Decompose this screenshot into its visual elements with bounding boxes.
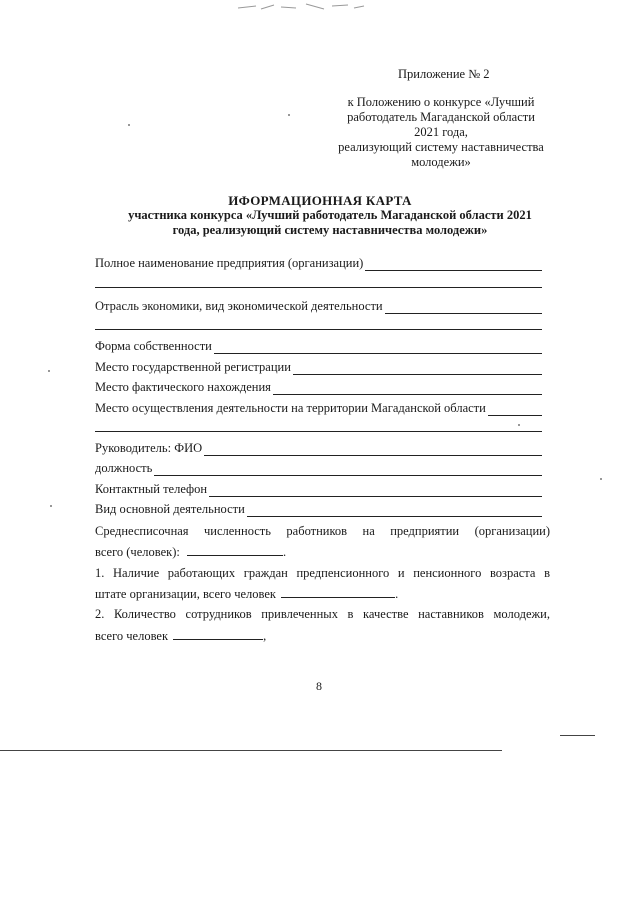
bottom-right-rule	[560, 735, 595, 736]
scan-speck	[50, 505, 52, 507]
scan-speck	[288, 114, 290, 116]
industry-label: Отрасль экономики, вид экономической деятельности	[95, 299, 383, 313]
card-subtitle-line: участника конкурса «Лучший работодатель Магаданской области 2021	[128, 208, 532, 222]
registration-field	[95, 357, 542, 375]
head-name-field	[95, 438, 542, 456]
head-name-label: Руководитель: ФИО	[95, 441, 203, 455]
scan-speck	[128, 124, 130, 126]
activity-place-continuation-blank[interactable]	[95, 431, 542, 432]
phone-field	[95, 479, 542, 497]
industry-continuation-blank[interactable]	[95, 329, 542, 330]
scan-noise-marks	[236, 0, 366, 14]
page-number: 8	[316, 679, 322, 693]
industry-blank[interactable]	[385, 299, 542, 314]
activity-place-label: Место осуществления деятельности на территории Магаданской области	[95, 401, 486, 415]
phone-label: Контактный телефон	[95, 482, 208, 496]
annex-reference-line: реализующий систему наставничества	[338, 140, 544, 154]
actual-location-field	[95, 377, 542, 395]
headcount-word: Среднесписочная	[95, 524, 189, 538]
ownership-label: Форма собственности	[95, 339, 212, 353]
registration-blank[interactable]	[293, 360, 542, 375]
headcount-word: на	[362, 524, 375, 538]
headcount-total-line: всего (человек): .	[95, 545, 287, 559]
activity-place-field	[95, 398, 542, 416]
position-field	[95, 458, 542, 476]
full-name-label: Полное наименование предприятия (организации)	[95, 256, 364, 270]
scan-speck	[600, 478, 602, 480]
headcount-total-blank[interactable]	[187, 543, 283, 556]
headcount-word: численность	[204, 524, 271, 538]
main-activity-field	[95, 499, 542, 517]
mentors-total-label: всего человек	[95, 629, 169, 643]
card-subtitle	[95, 208, 565, 238]
mentors-total-blank[interactable]	[173, 627, 263, 640]
mentors-statement-line: 2. Количество сотрудников привлеченных в качестве наставников молодежи,	[95, 607, 550, 621]
headcount-word: работников	[286, 524, 348, 538]
bottom-rule	[0, 750, 502, 751]
headcount-word: предприятии	[390, 524, 460, 538]
industry-field	[95, 296, 542, 314]
annex-reference-line: 2021 года,	[414, 125, 468, 139]
main-activity-label: Вид основной деятельности	[95, 502, 245, 516]
ownership-field	[95, 336, 542, 354]
main-activity-blank[interactable]	[247, 502, 542, 517]
annex-label: Приложение № 2	[398, 67, 490, 81]
annex-reference-line: к Положению о конкурсе «Лучший	[347, 95, 535, 109]
full-name-blank[interactable]	[365, 256, 542, 271]
position-blank[interactable]	[154, 461, 542, 476]
registration-label: Место государственной регистрации	[95, 360, 291, 374]
activity-place-blank[interactable]	[488, 401, 542, 416]
pre-pension-total-label: штате организации, всего человек	[95, 587, 276, 601]
full-name-continuation-blank[interactable]	[95, 287, 542, 288]
annex-reference-line: работодатель Магаданской области	[347, 110, 535, 124]
annex-reference	[316, 95, 566, 170]
full-name-field	[95, 253, 542, 271]
scan-speck	[518, 424, 520, 426]
ownership-blank[interactable]	[214, 339, 542, 354]
actual-location-blank[interactable]	[273, 380, 542, 395]
pre-pension-total-line: штате организации, всего человек .	[95, 587, 399, 601]
mentors-total-line: всего человек ,	[95, 629, 267, 643]
scan-speck	[48, 370, 50, 372]
headcount-statement-line	[95, 524, 550, 539]
card-subtitle-line: года, реализующий систему наставничества молодежи»	[172, 223, 488, 237]
actual-location-label: Место фактического нахождения	[95, 380, 271, 394]
head-name-blank[interactable]	[204, 441, 542, 456]
position-label: должность	[95, 461, 153, 475]
pre-pension-total-blank[interactable]	[281, 585, 395, 598]
phone-blank[interactable]	[209, 482, 542, 497]
annex-reference-line: молодежи»	[411, 155, 471, 169]
pre-pension-statement-line: 1. Наличие работающих граждан предпенсионного и пенсионного возраста в	[95, 566, 550, 580]
headcount-total-label: всего (человек):	[95, 545, 180, 559]
card-title: ИФОРМАЦИОННАЯ КАРТА	[228, 193, 412, 208]
headcount-word: (организации)	[474, 524, 550, 538]
